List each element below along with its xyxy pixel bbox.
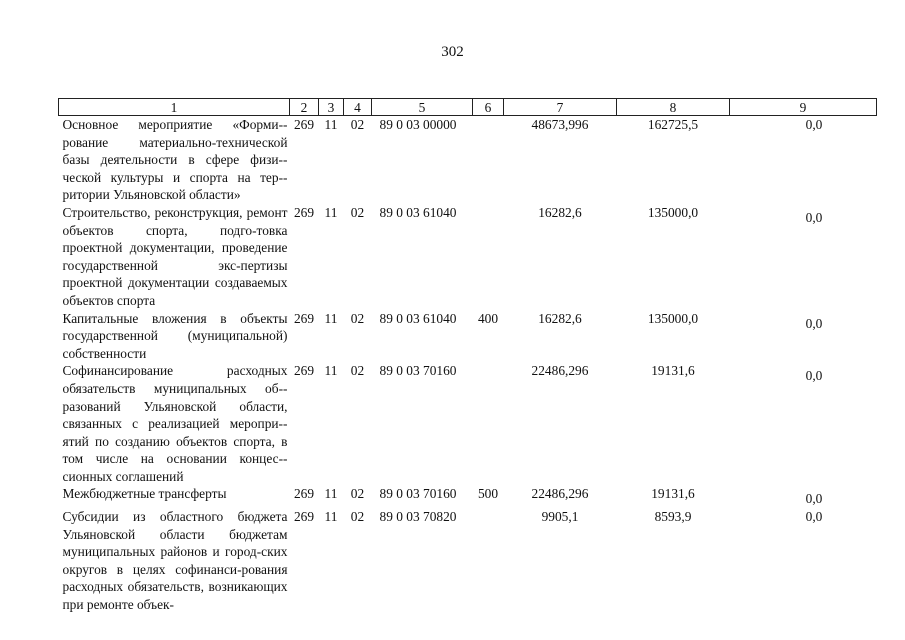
cell-col-5: 89 0 03 70160 — [379, 486, 457, 502]
cell-col-4: 02 — [350, 117, 365, 132]
cell-col-6 — [473, 508, 504, 614]
cell-col-5: 89 0 03 61040 — [379, 204, 457, 220]
cell-col-4: 02 — [350, 363, 365, 379]
header-col-8: 8 — [617, 99, 730, 116]
header-col-9: 9 — [730, 99, 877, 116]
cell-col-2: 269 — [293, 310, 315, 326]
table-row — [59, 485, 877, 508]
cell-col-2: 269 — [293, 363, 315, 379]
cell-col-3: 11 — [324, 486, 338, 502]
cell-col-5: 89 0 03 00000 — [379, 117, 457, 132]
header-col-6: 6 — [473, 99, 504, 116]
header-col-1: 1 — [59, 99, 290, 116]
cell-col-6: 400 — [477, 310, 499, 326]
cell-col-9-value: 0,0 — [805, 368, 823, 384]
cell-col-9 — [730, 116, 877, 204]
cell-col-4: 02 — [350, 509, 365, 525]
table-body — [59, 116, 877, 614]
cell-col-8: 19131,6 — [651, 486, 695, 502]
cell-col-9-value: 0,0 — [805, 491, 823, 507]
cell-col-4: 02 — [350, 486, 365, 502]
cell-col-6: 500 — [477, 486, 499, 502]
row-name: Строительство, реконструкция, ремонт объектов спорта, подго-товка проектной документации, проведение государственной экс-пертизы проектной документации создаваемых объектов спорта — [62, 204, 288, 308]
cell-col-9-value: 0,0 — [805, 117, 823, 132]
cell-col-7: 16282,6 — [538, 310, 582, 326]
row-name: Межбюджетные трансферты — [62, 486, 227, 502]
cell-col-2: 269 — [293, 204, 315, 220]
cell-col-9-value: 0,0 — [805, 209, 823, 225]
cell-col-8: 135000,0 — [647, 310, 699, 326]
row-name: Основное мероприятие «Форми-рование материально-технической базы деятельности в сфере физи-ческой культуры и спорта на тер-ритории Ульяновской области» — [62, 117, 288, 203]
cell-col-3: 11 — [324, 509, 338, 525]
cell-col-9-value: 0,0 — [805, 509, 823, 525]
cell-col-3: 11 — [324, 204, 338, 220]
cell-col-3: 11 — [324, 117, 338, 132]
cell-col-6 — [473, 204, 504, 310]
cell-col-3: 11 — [324, 363, 338, 379]
header-col-3: 3 — [319, 99, 344, 116]
cell-col-2: 269 — [293, 117, 315, 132]
table-row — [59, 310, 877, 363]
cell-col-5: 89 0 03 70820 — [379, 509, 457, 525]
cell-col-5: 89 0 03 70160 — [379, 363, 457, 379]
cell-col-9 — [730, 362, 877, 485]
cell-col-7: 22486,296 — [531, 486, 589, 502]
cell-col-6 — [473, 362, 504, 485]
row-name: Софинансирование расходных обязательств муниципальных об-разований Ульяновской области, связанных с реализацией меропри-ятий по созданию объектов спорта, в том числе на основании концес-сионных соглашений — [62, 363, 288, 484]
cell-col-8: 135000,0 — [647, 204, 699, 220]
cell-col-9 — [730, 508, 877, 614]
header-row — [59, 99, 877, 116]
page-number: 302 — [441, 44, 464, 60]
header-col-2: 2 — [290, 99, 319, 116]
cell-col-2: 269 — [293, 509, 315, 525]
cell-col-4: 02 — [350, 310, 365, 326]
cell-col-7: 9905,1 — [541, 509, 579, 525]
cell-col-8: 8593,9 — [654, 509, 692, 525]
cell-col-7: 22486,296 — [531, 363, 589, 379]
table-header — [59, 99, 877, 116]
cell-col-9 — [730, 204, 877, 310]
cell-col-3: 11 — [324, 310, 338, 326]
table-row — [59, 204, 877, 310]
cell-col-9-value: 0,0 — [805, 315, 823, 331]
cell-col-9 — [730, 310, 877, 363]
table-row — [59, 508, 877, 614]
header-col-7: 7 — [504, 99, 617, 116]
cell-col-7: 16282,6 — [538, 204, 582, 220]
cell-col-7: 48673,996 — [531, 117, 589, 132]
cell-col-2: 269 — [293, 486, 315, 502]
cell-col-5: 89 0 03 61040 — [379, 310, 457, 326]
table-row — [59, 116, 877, 204]
header-col-5: 5 — [372, 99, 473, 116]
table-row — [59, 362, 877, 485]
row-name: Субсидии из областного бюджета Ульяновской области бюджетам муниципальных районов и город-ских округов в целях софинанси-рования расходных обязательств, возникающих при ремонте объек- — [62, 509, 288, 613]
budget-table — [58, 98, 877, 614]
header-col-4: 4 — [344, 99, 372, 116]
cell-col-6 — [473, 116, 504, 204]
cell-col-8: 162725,5 — [647, 117, 699, 132]
cell-col-4: 02 — [350, 204, 365, 220]
cell-col-8: 19131,6 — [651, 363, 695, 379]
cell-col-9 — [730, 485, 877, 508]
row-name: Капитальные вложения в объекты государственной (муниципальной) собственности — [62, 310, 288, 361]
